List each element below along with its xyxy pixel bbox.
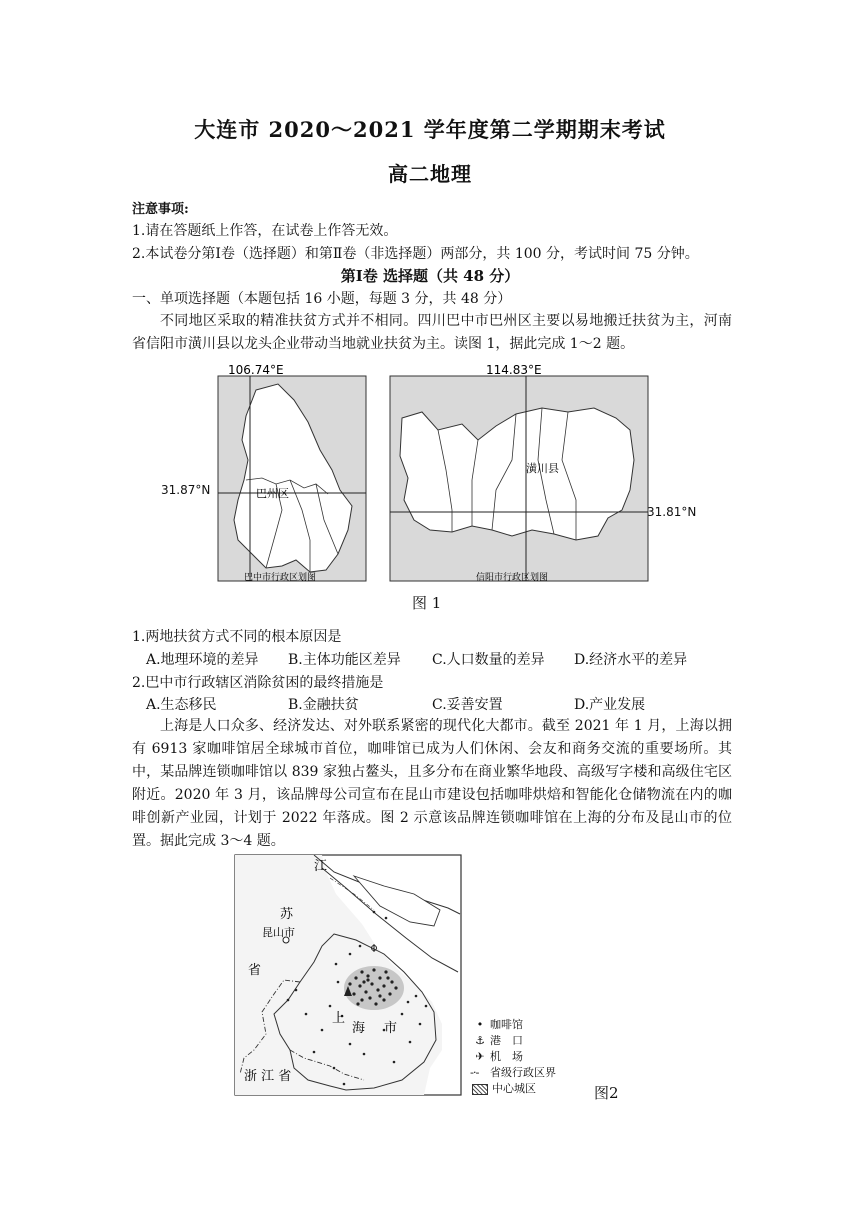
section-part: 一、单项选择题（本题包括 16 小题，每题 3 分，共 48 分）	[132, 291, 512, 307]
legend-central: 中心城区	[470, 1080, 536, 1096]
label-su: 苏	[280, 907, 294, 922]
map-a-lon: 106.74°E	[228, 363, 284, 377]
map-bazhong	[218, 376, 366, 581]
label-shang: 上	[332, 1011, 346, 1026]
figure-2-map	[234, 854, 462, 1096]
legend-port: ⚓ 港 口	[470, 1032, 523, 1048]
legend-airport: ✈ 机 场	[470, 1048, 523, 1064]
notice-heading: 注意事项:	[132, 202, 189, 217]
label-zhejiang: 浙 江 省	[244, 1069, 292, 1084]
label-shi: 市	[384, 1021, 398, 1036]
question-1-option-a[interactable]: A.地理环境的差异	[146, 652, 259, 668]
map-xinyang	[390, 376, 648, 581]
map-a-lat: 31.87°N	[161, 483, 211, 497]
figure-1-maps	[216, 360, 696, 600]
figure-2-legend	[470, 1016, 590, 1102]
label-sheng: 省	[248, 963, 262, 978]
map-a-caption: 巴中市行政区划图	[244, 573, 317, 583]
figure-2-label: 图2	[594, 1084, 619, 1102]
airport-legend-icon: ✈	[475, 1050, 485, 1063]
label-jiang: 江	[314, 859, 328, 874]
map-b-district: 潢川县	[526, 462, 559, 475]
passage-1: 不同地区采取的精准扶贫方式并不相同。四川巴中市巴州区主要以易地搬迁扶贫为主，河南省信阳市潢川县以龙头企业带动当地就业扶贫为主。读图 1，据此完成 1～2 题。	[132, 313, 732, 352]
label-kunshan: 昆山市	[262, 926, 295, 939]
question-2-option-c[interactable]: C.妥善安置	[432, 697, 503, 713]
question-2-option-d[interactable]: D.产业发展	[574, 697, 646, 713]
legend-cafe: • 咖啡馆	[476, 1018, 523, 1031]
exam-subject: 高二地理	[388, 162, 472, 186]
question-2-option-b[interactable]: B.金融扶贫	[288, 697, 359, 713]
passage-2: 上海是人口众多、经济发达、对外联系紧密的现代化大都市。截至 2021 年 1 月，上海以拥有 6913 家咖啡馆居全球城市首位，咖啡馆已成为人们休闲、会友和商务交流的重要场所。其中，某品牌连锁咖啡馆以 839 家独占鳌头，且多分布在商业繁华地段、高级写字楼和高级住宅区附近。2020 年 3 月，该品牌母公司宣布在昆山市建设包括咖啡烘焙和智能化仓储物流在内的咖啡创新产业园，计划于 2022 年落成。图 2 示意该品牌连锁咖啡馆在上海的分布及昆山市的位置。据此完成 3～4 题。	[132, 718, 732, 849]
notice-item-2: 2.本试卷分第Ⅰ卷（选择题）和第Ⅱ卷（非选择题）两部分，共 100 分，考试时间 75 分钟。	[132, 246, 699, 262]
question-1-option-c[interactable]: C.人口数量的差异	[432, 652, 545, 668]
question-1-option-d[interactable]: D.经济水平的差异	[574, 652, 688, 668]
notice-item-1: 1.请在答题纸上作答，在试卷上作答无效。	[132, 223, 398, 239]
figure-1-label: 图 1	[412, 594, 442, 612]
section-title: 第Ⅰ卷 选择题（共 48 分）	[340, 267, 520, 285]
question-2-option-a[interactable]: A.生态移民	[146, 697, 217, 713]
question-1-stem: 1.两地扶贫方式不同的根本原因是	[132, 629, 342, 645]
map-b-caption: 信阳市行政区划图	[476, 573, 549, 583]
label-hai: 海	[352, 1021, 366, 1036]
question-2-stem: 2.巴中市行政辖区消除贫困的最终措施是	[132, 675, 384, 691]
map-b-lon: 114.83°E	[486, 363, 542, 377]
exam-title: 大连市 2020～2021 学年度第二学期期末考试	[194, 117, 666, 142]
question-1-option-b[interactable]: B.主体功能区差异	[288, 652, 401, 668]
map-a-district: 巴州区	[256, 487, 289, 500]
port-legend-icon: ⚓	[475, 1034, 485, 1047]
map-b-lat: 31.81°N	[647, 505, 697, 519]
legend-boundary: -·- 省级行政区界	[470, 1066, 556, 1079]
